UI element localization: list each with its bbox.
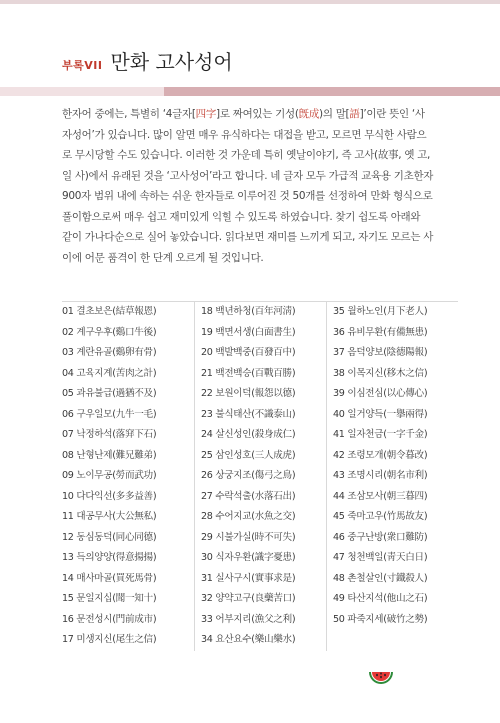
idiom-item: 48 촌철살인(寸鐵殺人) — [333, 572, 428, 584]
idiom-item: 18 백년하청(百年河淸) — [201, 306, 296, 317]
intro-text: 로 무시당할 수도 있습니다. 이러한 것 가운데 특히 옛날이야기, 즉 고사(故事, 옛 고, — [62, 149, 431, 161]
idiom-item: 03 계란유골(鷄卵有骨) — [62, 347, 157, 358]
intro-text: 일 사)에서 유래된 것을 ‘고사성어’라고 합니다. 네 글자 모두 가급적 교육용 기초한자 — [62, 169, 434, 182]
idiom-item: 33 어부지리(漁父之利) — [201, 613, 296, 625]
idiom-item: 29 시불가실(時不可失) — [201, 531, 296, 543]
idiom-column — [62, 302, 194, 651]
idiom-item: 20 백발백중(百發百中) — [201, 347, 296, 358]
highlighted-hanja: 四字 — [195, 108, 217, 120]
watermelon-slice-icon — [368, 670, 394, 688]
idiom-item: 50 파죽지세(破竹之勢) — [333, 613, 428, 625]
idiom-item: 21 백전백승(百戰百勝) — [201, 367, 296, 379]
idiom-item: 19 백면서생(白面書生) — [201, 326, 296, 338]
intro-text: 풀이함으로써 매우 쉽고 재미있게 익힐 수 있도록 하였습니다. 찾기 쉽도록 아래와 — [62, 210, 421, 223]
idiom-item: 46 중구난방(衆口難防) — [333, 531, 428, 543]
idiom-item: 05 과유불급(過猶不及) — [62, 388, 157, 399]
idiom-item: 39 이심전심(以心傳心) — [333, 388, 428, 399]
idiom-item: 22 보원이덕(報怨以德) — [201, 388, 296, 399]
intro-line — [62, 125, 458, 146]
idiom-item: 13 득의양양(得意揚揚) — [62, 552, 157, 563]
intro-line — [62, 207, 458, 228]
idiom-item: 35 월하노인(月下老人) — [333, 306, 428, 317]
top-accent-bar — [0, 0, 500, 4]
highlighted-hanja: 旣成 — [298, 108, 320, 120]
intro-text: 이에 어문 품격이 한 단계 오르게 될 것입니다. — [62, 251, 264, 264]
header-rule-light — [0, 87, 164, 96]
idiom-column — [326, 302, 458, 651]
idiom-item: 17 미생지신(尾生之信) — [62, 634, 157, 645]
idiom-item: 30 식자우환(識字憂患) — [201, 552, 296, 563]
idiom-item: 45 죽마고우(竹馬故友) — [333, 511, 428, 522]
intro-line — [62, 248, 458, 269]
idiom-item: 26 상궁지조(傷弓之鳥) — [201, 470, 296, 481]
idiom-item: 31 실사구시(實事求是) — [201, 572, 296, 584]
idiom-item: 23 불식태산(不識泰山) — [201, 408, 296, 420]
idiom-item: 32 양약고구(良藥苦口) — [201, 593, 296, 604]
idiom-item: 01 결초보은(結草報恩) — [62, 306, 157, 317]
intro-line — [62, 186, 458, 207]
appendix-label: 부록VII — [62, 59, 103, 72]
idiom-item: 08 난형난제(難兄難弟) — [62, 449, 157, 461]
header-rule-dark — [164, 87, 500, 96]
idiom-item: 06 구우일모(九牛一毛) — [62, 408, 157, 420]
idiom-item: 25 삼인성호(三人成虎) — [201, 449, 296, 461]
idiom-item: 47 청천백일(靑天白日) — [333, 552, 428, 563]
intro-line — [62, 166, 458, 187]
idiom-item: 41 일자천금(一字千金) — [333, 429, 428, 440]
idiom-item: 02 계구우후(鷄口牛後) — [62, 326, 157, 338]
idiom-item: 27 수락석출(水落石出) — [201, 490, 296, 502]
intro-line — [62, 104, 458, 125]
intro-text: 자성어’가 있습니다. 많이 알면 매우 유식하다는 대접을 받고, 모르면 무식한 사람으 — [62, 128, 427, 141]
idiom-item: 10 다다익선(多多益善) — [62, 490, 157, 502]
intro-line — [62, 227, 458, 248]
idiom-item: 12 동심동덕(同心同德) — [62, 531, 157, 543]
intro-text: )의 말[ — [319, 108, 350, 120]
idiom-item: 24 살신성인(殺身成仁) — [201, 429, 296, 440]
idiom-item: 14 매사마골(買死馬骨) — [62, 572, 157, 584]
intro-text: ]로 짜여있는 기성( — [216, 108, 299, 120]
idiom-item: 11 대공무사(大公無私) — [62, 511, 157, 522]
page-header — [62, 46, 233, 75]
idiom-item: 49 타산지석(他山之石) — [333, 593, 428, 604]
intro-text: 한자어 중에는, 특별히 ‘4글자[ — [62, 108, 196, 120]
page-title: 만화 고사성어 — [110, 50, 233, 74]
idiom-item: 43 조명시리(朝名市利) — [333, 470, 428, 481]
idiom-item: 07 낙정하석(落穽下石) — [62, 429, 157, 440]
idiom-item: 38 이목지신(移木之信) — [333, 367, 428, 379]
intro-paragraph — [62, 104, 458, 268]
intro-text: 같이 가나다순으로 실어 놓았습니다. 읽다보면 재미를 느끼게 되고, 자기도 모르는 사 — [62, 231, 434, 243]
idiom-item: 09 노이무공(勞而武功) — [62, 470, 157, 481]
intro-text: ]’이란 뜻인 ‘사 — [359, 108, 425, 120]
highlighted-hanja: 語 — [349, 108, 360, 120]
idiom-item: 28 수어지교(水魚之交) — [201, 511, 296, 522]
idiom-list — [62, 301, 458, 651]
idiom-item: 42 조령모개(朝令暮改) — [333, 449, 428, 461]
idiom-item: 04 고육지계(苦肉之計) — [62, 367, 157, 379]
idiom-item: 34 요산요수(樂山樂水) — [201, 634, 296, 645]
idiom-item: 36 유비무환(有備無患) — [333, 326, 428, 338]
idiom-item: 16 문전성시(門前成市) — [62, 613, 157, 625]
idiom-item: 44 조삼모사(朝三暮四) — [333, 490, 428, 502]
idiom-column — [194, 302, 326, 651]
intro-line — [62, 145, 458, 166]
idiom-item: 15 문일지십(聞一知十) — [62, 593, 157, 604]
header-rule — [0, 87, 500, 96]
idiom-item: 37 음덕양보(陰德陽報) — [333, 347, 428, 358]
intro-text: 900자 범위 내에 속하는 쉬운 한자들로 이루어진 것 50개를 선정하여 만화 형식으로 — [62, 190, 433, 202]
idiom-item: 40 일거양득(一擧兩得) — [333, 408, 428, 420]
